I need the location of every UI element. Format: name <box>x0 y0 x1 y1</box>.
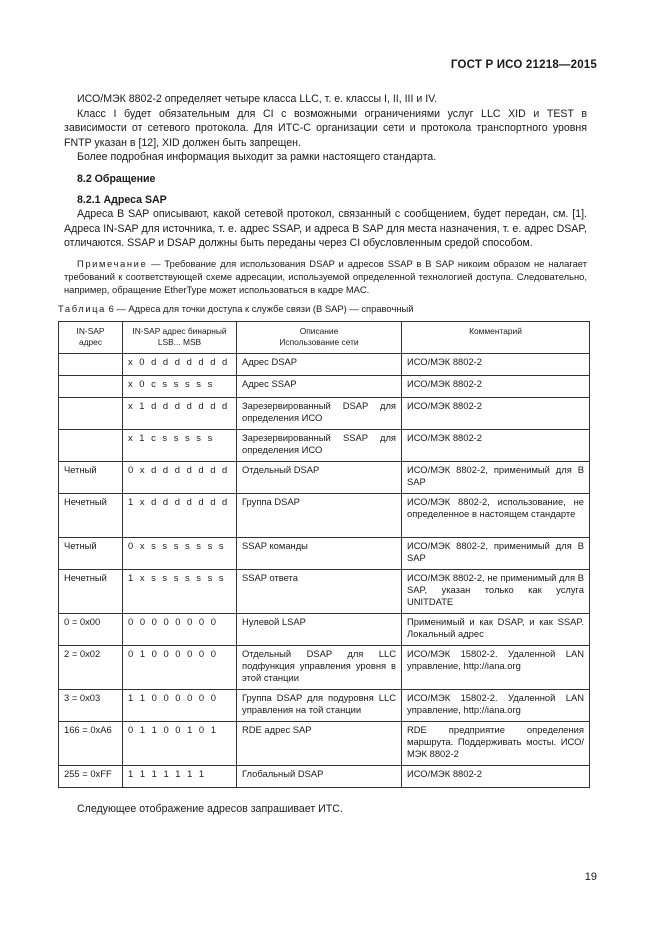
table-row <box>59 569 590 613</box>
cell-comment: ИСО/МЭК 8802-2 <box>402 429 590 461</box>
cell-binary: 1 1 1 1 1 1 1 <box>123 765 237 787</box>
cell-insap-address: 3 = 0x03 <box>59 689 123 721</box>
cell-binary: x 1 c s s s s s <box>123 429 237 461</box>
cell-description: Группа DSAP <box>237 493 402 537</box>
table-row <box>59 645 590 689</box>
cell-binary: 0 0 0 0 0 0 0 0 <box>123 613 237 645</box>
table-row <box>59 721 590 765</box>
cell-binary: 0 x d d d d d d d <box>123 461 237 493</box>
table-row <box>59 375 590 397</box>
cell-description: SSAP команды <box>237 537 402 569</box>
note <box>64 257 587 296</box>
cell-comment: RDE предприятие определения маршрута. Поддерживать мосты. ИСО/МЭК 8802-2 <box>402 721 590 765</box>
cell-description: Адрес SSAP <box>237 375 402 397</box>
table-row <box>59 493 590 537</box>
table-row <box>59 397 590 429</box>
cell-comment: ИСО/МЭК 8802-2 <box>402 397 590 429</box>
cell-description: Глобальный DSAP <box>237 765 402 787</box>
cell-description: Группа DSAP для подуровня LLC управления на той станции <box>237 689 402 721</box>
cell-binary: 0 1 1 0 0 1 0 1 <box>123 721 237 765</box>
cell-comment: ИСО/МЭК 8802-2 <box>402 765 590 787</box>
cell-insap-address: Нечетный <box>59 569 123 613</box>
table-row <box>59 537 590 569</box>
cell-binary: x 0 c s s s s s <box>123 375 237 397</box>
cell-binary: 1 x s s s s s s s <box>123 569 237 613</box>
table-row <box>59 613 590 645</box>
table-header-row <box>59 321 590 353</box>
cell-binary: 0 1 0 0 0 0 0 0 <box>123 645 237 689</box>
cell-description: Отдельный DSAP для LLC подфункция управления уровня в этой станции <box>237 645 402 689</box>
header-comment: Комментарий <box>402 321 590 353</box>
cell-binary: 1 1 0 0 0 0 0 0 <box>123 689 237 721</box>
cell-binary: x 1 d d d d d d d <box>123 397 237 429</box>
table-row <box>59 429 590 461</box>
cell-insap-address <box>59 429 123 461</box>
table-caption <box>58 302 587 315</box>
paragraph: ИСО/МЭК 8802-2 определяет четыре класса LLC, т. е. классы I, II, III и IV. <box>77 93 438 105</box>
cell-binary: 1 x d d d d d d d <box>123 493 237 537</box>
header-insap-address: IN-SAP адрес <box>59 321 123 353</box>
table-row <box>59 765 590 787</box>
section-heading: 8.2 Обращение <box>77 172 156 185</box>
cell-insap-address: 255 = 0xFF <box>59 765 123 787</box>
cell-binary: 0 x s s s s s s s <box>123 537 237 569</box>
note-label: Примечание <box>77 257 148 269</box>
page-number: 19 <box>584 871 597 883</box>
cell-binary: x 0 d d d d d d d <box>123 353 237 375</box>
cell-insap-address: Нечетный <box>59 493 123 537</box>
cell-description: Адрес DSAP <box>237 353 402 375</box>
cell-description: Зарезервированный SSAP для определения ИСО <box>237 429 402 461</box>
header-description: Описание Использование сети <box>237 321 402 353</box>
table-row <box>59 353 590 375</box>
cell-description: Отдельный DSAP <box>237 461 402 493</box>
cell-comment: ИСО/МЭК 8802-2 <box>402 375 590 397</box>
cell-comment: ИСО/МЭК 8802-2, применимый для B SAP <box>402 537 590 569</box>
cell-insap-address: Четный <box>59 461 123 493</box>
header-insap-binary: IN-SAP адрес бинарный LSB... MSB <box>123 321 237 353</box>
cell-description: RDE адрес SAP <box>237 721 402 765</box>
table-label: Таблица <box>58 302 106 314</box>
cell-insap-address: Четный <box>59 537 123 569</box>
cell-insap-address: 166 = 0xA6 <box>59 721 123 765</box>
table-row <box>59 689 590 721</box>
cell-comment: ИСО/МЭК 15802-2. Удаленной LAN управление, http://iana.org <box>402 689 590 721</box>
cell-comment: ИСО/МЭК 8802-2, не применимый для B SAP, указан только как услуга UNITDATE <box>402 569 590 613</box>
table-row <box>59 461 590 493</box>
document-header: ГОСТ Р ИСО 21218—2015 <box>450 59 597 71</box>
paragraph: Более подробная информация выходит за рамки настоящего стандарта. <box>77 151 437 164</box>
cell-description: Зарезервированный DSAP для определения ИСО <box>237 397 402 429</box>
cell-description: Нулевой LSAP <box>237 613 402 645</box>
cell-comment: ИСО/МЭК 15802-2. Удаленной LAN управление, http://iana.org <box>402 645 590 689</box>
after-table-text: Следующее отображение адресов запрашивает ИТС. <box>77 802 343 815</box>
note-text: — Требование для использования DSAP и адресов SSAP в B SAP никоим образом не налагает требований к соответствующей схеме адресации, используемой определенной технологией доступа. Следовательно, например, обращение EtherType может использоваться в кадре MAC. <box>64 257 587 295</box>
cell-description: SSAP ответа <box>237 569 402 613</box>
cell-insap-address <box>59 397 123 429</box>
cell-insap-address <box>59 375 123 397</box>
body-paragraph: Адреса B SAP описывают, какой сетевой протокол, связанный с сообщением, будет передан, см. [1]. Адреса IN-SAP для источника, т. е. адрес SSAP, и адреса B SAP для места назначения, т. е. адрес DSAP, отличаются. SSAP и DSAP должны быть переданы через CI обусловленным средой способом. <box>64 208 587 250</box>
subsection-heading: 8.2.1 Адреса SAP <box>77 193 167 206</box>
cell-insap-address: 0 = 0x00 <box>59 613 123 645</box>
cell-comment: ИСО/МЭК 8802-2 <box>402 353 590 375</box>
paragraph: Класс I будет обязательным для CI с возможными ограничениями услуг LLC XID и TEST в зависимости от сетевого протокола. Для ИТС-С организации сети и протокола транспортного уровня FNTP указан в [12], XID должен быть запрещен. <box>64 107 587 149</box>
cell-insap-address <box>59 353 123 375</box>
table-caption-text: 6 — Адреса для точки доступа к службе связи (B SAP) — справочный <box>105 302 414 314</box>
page-content <box>58 92 587 817</box>
cell-comment: ИСО/МЭК 8802-2, использование, не определенное в настоящем стандарте <box>402 493 590 537</box>
cell-comment: Применимый и как DSAP, и как SSAP. Локальный адрес <box>402 613 590 645</box>
cell-comment: ИСО/МЭК 8802-2, применимый для B SAP <box>402 461 590 493</box>
sap-address-table <box>58 321 590 788</box>
cell-insap-address: 2 = 0x02 <box>59 645 123 689</box>
